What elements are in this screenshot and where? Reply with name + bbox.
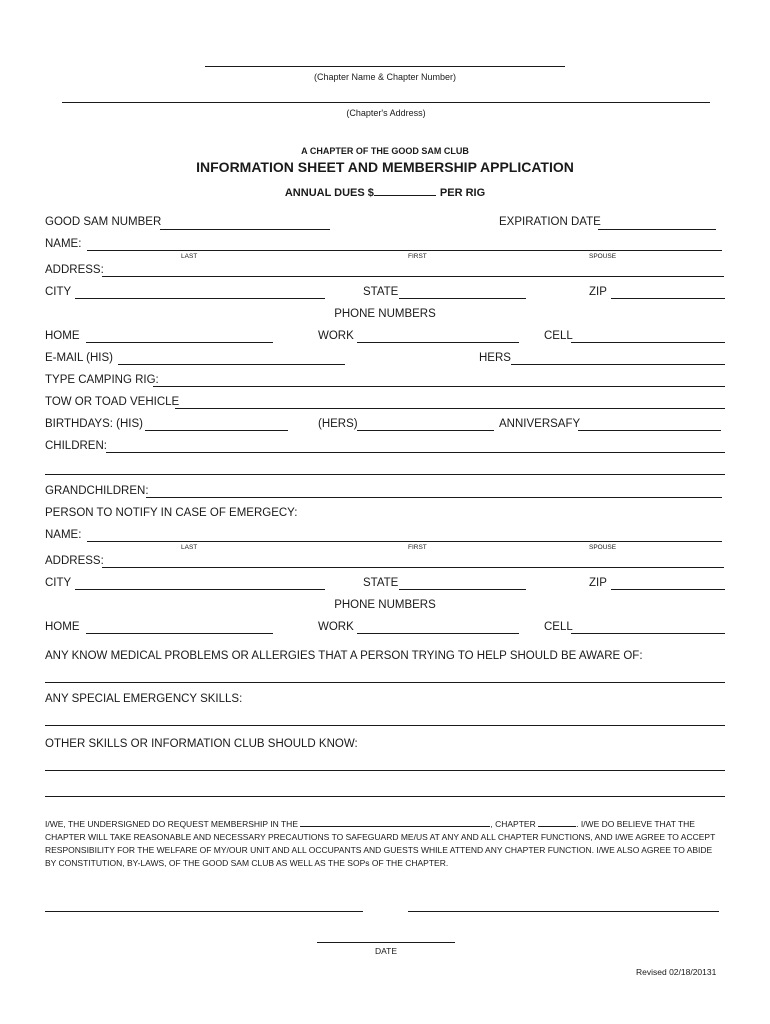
- annual-dues: [0, 185, 770, 199]
- dues-suffix: PER RIG: [439, 187, 486, 199]
- zip-field[interactable]: [611, 298, 725, 299]
- work-phone-label: WORK: [318, 330, 354, 342]
- emergency-zip-label: ZIP: [589, 577, 607, 589]
- emergency-cell-label: CELL: [544, 621, 573, 633]
- signature-line-1[interactable]: [45, 911, 363, 912]
- email-hers-label: HERS: [479, 352, 511, 364]
- camping-rig-field[interactable]: [153, 386, 725, 387]
- agreement-paragraph: [45, 818, 725, 870]
- home-phone-label: HOME: [45, 330, 80, 342]
- page-title: INFORMATION SHEET AND MEMBERSHIP APPLICATION: [196, 159, 574, 175]
- emergency-skills-question: ANY SPECIAL EMERGENCY SKILLS:: [45, 693, 243, 705]
- tow-vehicle-field[interactable]: [175, 408, 725, 409]
- expiration-date-field[interactable]: [598, 229, 716, 230]
- email-his-field[interactable]: [118, 364, 345, 365]
- emergency-zip-field[interactable]: [611, 589, 725, 590]
- birthday-his-label: BIRTHDAYS: (HIS): [45, 418, 143, 430]
- grandchildren-field[interactable]: [146, 497, 722, 498]
- emergency-state-field[interactable]: [399, 589, 526, 590]
- emergency-phone-heading: PHONE NUMBERS: [334, 599, 436, 611]
- children-label: CHILDREN:: [45, 440, 107, 452]
- good-sam-number-label: GOOD SAM NUMBER: [45, 216, 162, 228]
- emergency-name-label: NAME:: [45, 529, 82, 541]
- agreement-chapter-name-field[interactable]: [300, 818, 490, 827]
- name-label: NAME:: [45, 238, 82, 250]
- birthday-hers-label: (HERS): [318, 418, 358, 430]
- agreement-part-2: , CHAPTER: [490, 819, 536, 829]
- emergency-city-label: CITY: [45, 577, 72, 589]
- chapter-name-label: (Chapter Name & Chapter Number): [313, 72, 457, 82]
- date-label: DATE: [374, 946, 398, 956]
- state-field[interactable]: [399, 298, 526, 299]
- dues-amount-field[interactable]: [374, 185, 436, 196]
- anniversary-field[interactable]: [578, 430, 721, 431]
- other-skills-field-1[interactable]: [45, 770, 725, 771]
- emergency-address-label: ADDRESS:: [45, 555, 104, 567]
- home-phone-field[interactable]: [86, 342, 273, 343]
- name-last-label: LAST: [181, 253, 198, 260]
- children-field-2[interactable]: [45, 474, 725, 475]
- emergency-cell-field[interactable]: [571, 633, 725, 634]
- emergency-address-field[interactable]: [102, 567, 724, 568]
- expiration-date-label: EXPIRATION DATE: [499, 216, 601, 228]
- emergency-name-field[interactable]: [87, 541, 722, 542]
- birthday-his-field[interactable]: [145, 430, 288, 431]
- name-field[interactable]: [87, 250, 722, 251]
- chapter-subtitle: A CHAPTER OF THE GOOD SAM CLUB: [301, 146, 469, 156]
- emergency-work-field[interactable]: [357, 633, 519, 634]
- state-label: STATE: [363, 286, 399, 298]
- chapter-name-line[interactable]: [205, 66, 565, 67]
- birthday-hers-field[interactable]: [357, 430, 494, 431]
- email-hers-field[interactable]: [511, 364, 725, 365]
- other-skills-field-2[interactable]: [45, 796, 725, 797]
- agreement-chapter-number-field[interactable]: [538, 818, 576, 827]
- emergency-name-first-label: FIRST: [408, 544, 427, 551]
- camping-rig-label: TYPE CAMPING RIG:: [45, 374, 159, 386]
- address-label: ADDRESS:: [45, 264, 104, 276]
- medical-question: ANY KNOW MEDICAL PROBLEMS OR ALLERGIES THAT A PERSON TRYING TO HELP SHOULD BE AWARE OF:: [45, 650, 643, 662]
- emergency-name-last-label: LAST: [181, 544, 198, 551]
- name-spouse-label: SPOUSE: [589, 253, 617, 260]
- emergency-home-field[interactable]: [86, 633, 273, 634]
- emergency-name-spouse-label: SPOUSE: [589, 544, 617, 551]
- anniversary-label: ANNIVERSAFY: [499, 418, 581, 430]
- signature-line-2[interactable]: [408, 911, 719, 912]
- zip-label: ZIP: [589, 286, 607, 298]
- other-skills-question: OTHER SKILLS OR INFORMATION CLUB SHOULD KNOW:: [45, 738, 358, 750]
- cell-phone-field[interactable]: [571, 342, 725, 343]
- children-field[interactable]: [106, 452, 725, 453]
- emergency-heading: PERSON TO NOTIFY IN CASE OF EMERGECY:: [45, 507, 298, 519]
- emergency-work-label: WORK: [318, 621, 354, 633]
- city-field[interactable]: [75, 298, 325, 299]
- emergency-skills-field[interactable]: [45, 725, 725, 726]
- good-sam-number-field[interactable]: [160, 229, 330, 230]
- chapter-address-line[interactable]: [62, 102, 710, 103]
- agreement-part-1: I/WE, THE UNDERSIGNED DO REQUEST MEMBERSHIP IN THE: [45, 819, 298, 829]
- name-first-label: FIRST: [408, 253, 427, 260]
- agreement-part-3: . I/WE DO BELIEVE THAT THE CHAPTER WILL TAKE REASONABLE AND NECESSARY PRECAUTIONS TO SAFEGUARD ME/US AT ANY AND ALL CHAPTER FUNCTIONS, AND I/WE AGREE TO ACCEPT RESPONSIBILITY FOR THE WELFARE OF MY/OUR UNIT AND ALL OCCUPANTS AND GUESTS WHILE ATTEND ANY CHAPTER FUNCTION. I/WE ALSO AGREE TO ABIDE BY CONSTITUTION, BY-LAWS, OF THE GOOD SAM CLUB AS WELL AS THE SOPs OF THE CHAPTER.: [45, 819, 716, 868]
- medical-answer-field[interactable]: [45, 682, 725, 683]
- address-field[interactable]: [102, 276, 724, 277]
- work-phone-field[interactable]: [357, 342, 519, 343]
- chapter-address-label: (Chapter's Address): [346, 108, 426, 118]
- tow-vehicle-label: TOW OR TOAD VEHICLE: [45, 396, 180, 408]
- email-his-label: E-MAIL (HIS): [45, 352, 113, 364]
- dues-prefix: ANNUAL DUES $: [284, 187, 374, 199]
- cell-phone-label: CELL: [544, 330, 573, 342]
- phone-numbers-heading: PHONE NUMBERS: [334, 308, 436, 320]
- grandchildren-label: GRANDCHILDREN:: [45, 485, 149, 497]
- emergency-city-field[interactable]: [75, 589, 325, 590]
- emergency-home-label: HOME: [45, 621, 80, 633]
- date-field[interactable]: [317, 942, 455, 943]
- revised-date: Revised 02/18/20131: [636, 967, 717, 977]
- emergency-state-label: STATE: [363, 577, 399, 589]
- city-label: CITY: [45, 286, 72, 298]
